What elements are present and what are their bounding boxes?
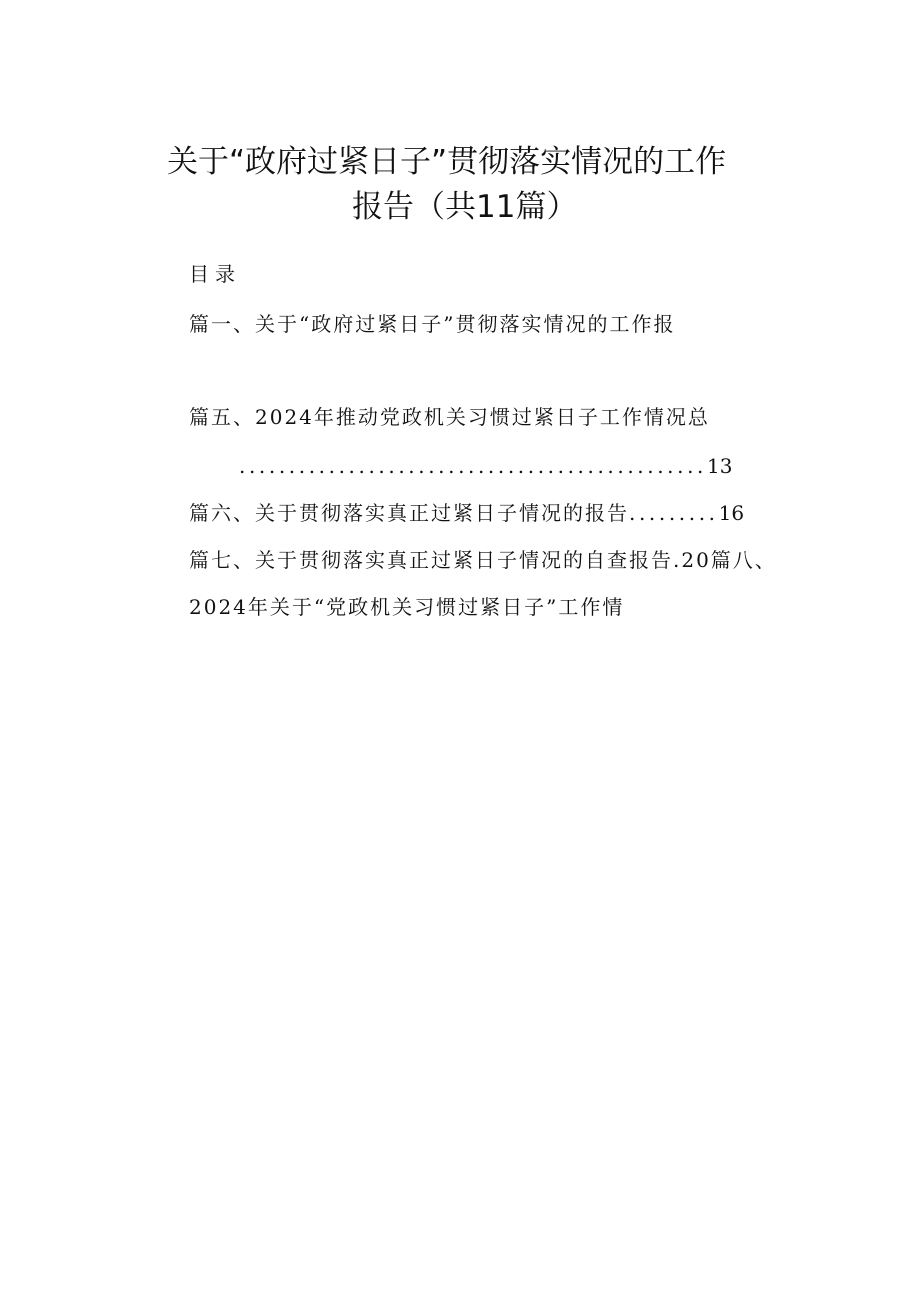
document-title-line-1: 关于“政府过紧日子”贯彻落实情况的工作: [167, 144, 727, 180]
toc-heading: 目录: [189, 262, 241, 286]
toc-item-5[interactable]: 篇五、2024年推动党政机关习惯过紧日子工作情况总: [189, 405, 710, 429]
toc-item-7[interactable]: 篇七、关于贯彻落实真正过紧日子情况的自查报告.20篇八、: [189, 548, 777, 572]
toc-item-6[interactable]: [189, 499, 744, 527]
toc-dot-leader: .........: [629, 501, 719, 525]
toc-page-number: 16: [718, 501, 745, 525]
toc-item-5-leader-line[interactable]: [239, 452, 732, 480]
toc-item-6-text: 篇六、关于贯彻落实真正过紧日子情况的报告: [189, 501, 629, 525]
toc-item-1[interactable]: 篇一、关于“政府过紧日子”贯彻落实情况的工作报: [189, 312, 676, 336]
document-title-line-2: 报告（共11篇）: [352, 189, 578, 225]
toc-page-number: 13: [707, 454, 733, 478]
toc-item-8[interactable]: 2024年关于“党政机关习惯过紧日子”工作情: [189, 595, 625, 619]
toc-dot-leader: ...............................................: [239, 454, 707, 478]
